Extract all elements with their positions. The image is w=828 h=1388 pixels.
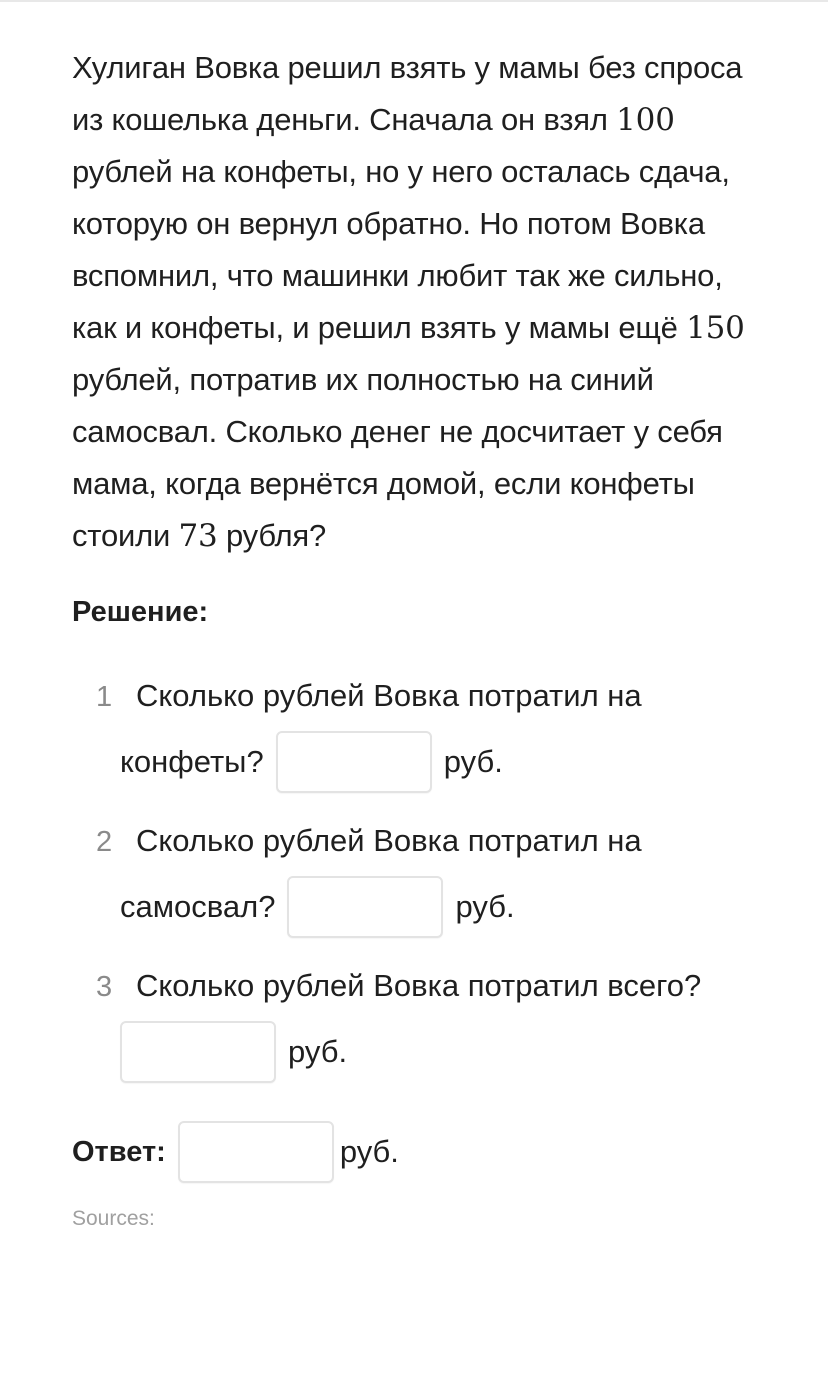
problem-number: 73	[178, 518, 218, 554]
solution-step-3	[96, 960, 772, 1083]
problem-text-part: рублей на конфеты, но у него осталась сдача, которую он вернул обратно. Но потом Вовка вспомнил, что машинки любит так же сильно, как и конфеты, и решил взять у мамы ещё	[72, 154, 730, 345]
solution-heading: Решение:	[72, 596, 209, 628]
problem-number: 150	[686, 310, 745, 346]
step-number: 3	[96, 971, 113, 1003]
top-divider	[0, 0, 828, 2]
answer-label: Ответ:	[72, 1136, 166, 1168]
step-question-continuation: самосвал?	[120, 889, 276, 924]
unit-label: руб.	[288, 1034, 348, 1069]
problem-text-part: Хулиган Вовка решил взять у мамы без спроса из кошелька деньги. Сначала он взял	[72, 50, 743, 137]
problem-text-part: рублей, потратив их полностью на синий самосвал. Сколько денег не досчитает у себя мама, когда вернётся домой, если конфеты стоили	[72, 362, 723, 553]
step-question: Сколько рублей Вовка потратил на	[136, 678, 642, 713]
unit-label: руб.	[339, 1134, 399, 1169]
final-answer-row	[72, 1121, 772, 1183]
step-question-continuation: конфеты?	[120, 744, 264, 779]
solution-step-1	[96, 670, 772, 793]
step-3-answer-input[interactable]	[120, 1021, 276, 1083]
step-2-answer-input[interactable]	[287, 876, 443, 938]
problem-number: 100	[616, 102, 675, 138]
step-question: Сколько рублей Вовка потратил всего?	[136, 968, 702, 1003]
sources-label: Sources:	[72, 1207, 155, 1230]
unit-label: руб.	[443, 744, 503, 779]
solution-step-2	[96, 815, 772, 938]
unit-label: руб.	[455, 889, 515, 924]
task-content	[72, 42, 772, 1231]
step-question: Сколько рублей Вовка потратил на	[136, 823, 642, 858]
step-number: 1	[96, 681, 113, 713]
step-number: 2	[96, 826, 113, 858]
solution-steps	[72, 670, 772, 1083]
final-answer-input[interactable]	[178, 1121, 334, 1183]
problem-text-part: рубля?	[217, 518, 327, 553]
problem-text	[72, 42, 772, 562]
step-1-answer-input[interactable]	[276, 731, 432, 793]
